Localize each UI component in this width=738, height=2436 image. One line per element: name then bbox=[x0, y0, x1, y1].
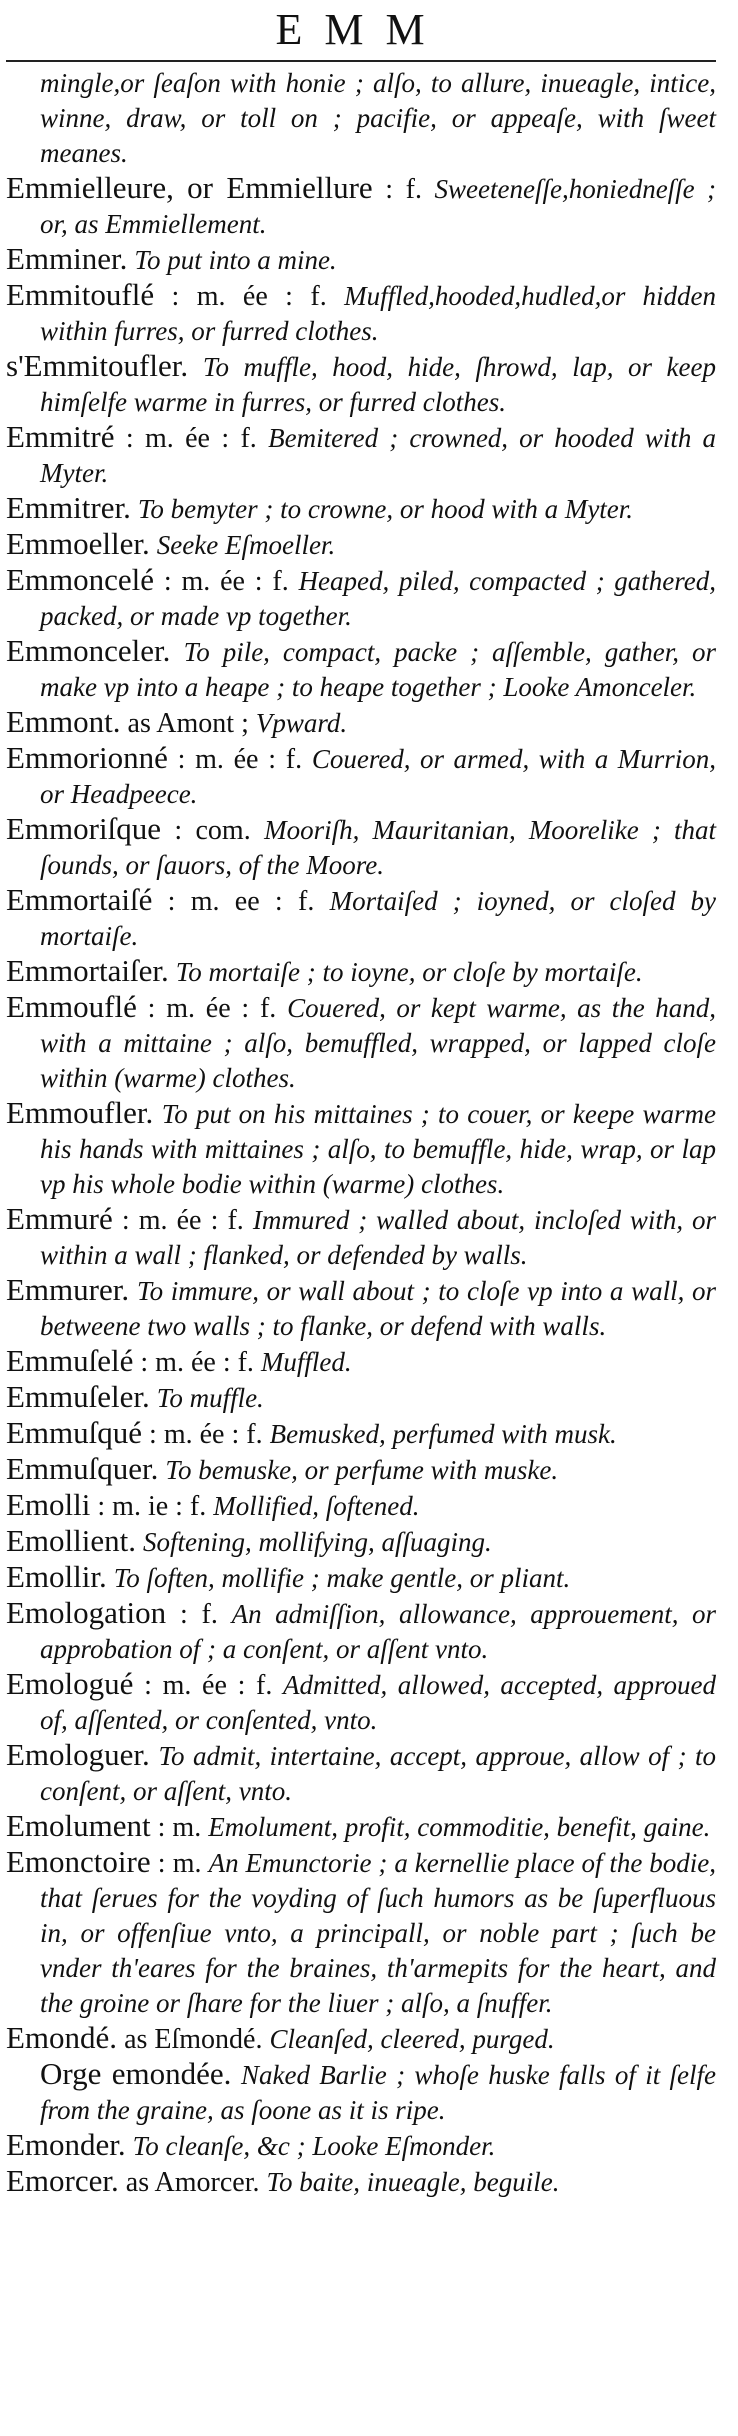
entry-headword: Emonder. bbox=[6, 2127, 126, 2162]
entry-headword: Emmouflé bbox=[6, 989, 137, 1024]
entry-grammar: : m. ée : f. bbox=[136, 993, 277, 1024]
entry-definition: An admiſſion, allowance, approuement, or approbation of ; a conſent, or aſſent vnto. bbox=[40, 1599, 716, 1664]
entry-headword: Emmont. bbox=[6, 704, 121, 739]
entry-headword: Emorcer. bbox=[6, 2163, 119, 2198]
entry-grammar: : m. ie : f. bbox=[90, 1491, 207, 1522]
dictionary-entry bbox=[6, 2057, 716, 2128]
entry-headword: Emmitré bbox=[6, 419, 115, 454]
entry-definition: Couered, or armed, with a Murrion, or Headpeece. bbox=[40, 744, 717, 809]
entry-definition: To muffle. bbox=[156, 1383, 264, 1413]
dictionary-entry bbox=[6, 1344, 716, 1380]
entry-grammar: : m. ee : f. bbox=[152, 886, 315, 917]
dictionary-entry bbox=[6, 1524, 716, 1560]
entry-headword: Emondé. bbox=[6, 2020, 118, 2055]
entry-headword: Emolument bbox=[6, 1808, 151, 1843]
entry-definition: To bemuske, or perfume with muske. bbox=[165, 1455, 559, 1485]
entry-headword: Emmuſeler. bbox=[6, 1379, 150, 1414]
entry-headword: Emmitouflé bbox=[6, 277, 155, 312]
entry-definition: Admitted, allowed, accepted, approued of, aſſented, or conſented, vnto. bbox=[40, 1670, 716, 1735]
dictionary-entry bbox=[6, 171, 716, 242]
entry-definition: To pile, compact, packe ; aſſemble, gather, or make vp into a heape ; to heape together ; Looke Amonceler. bbox=[40, 637, 717, 702]
entry-definition: Immured ; walled about, incloſed with, or within a wall ; flanked, or defended by walls. bbox=[40, 1205, 716, 1270]
entry-definition: Couered, or kept warme, as the hand, with a mittaine ; alſo, bemuffled, wrapped, or lapped cloſe within (warme) clothes. bbox=[40, 993, 716, 1093]
entry-headword: Emmuré bbox=[6, 1201, 113, 1236]
entry-definition: Muffled. bbox=[260, 1347, 352, 1377]
dictionary-entry bbox=[6, 1488, 716, 1524]
entry-headword: Emmielleure, or Emmiellure bbox=[6, 170, 373, 205]
entry-headword: Emologuer. bbox=[6, 1737, 150, 1772]
entry-definition: Bemitered ; crowned, or hooded with a Myter. bbox=[40, 423, 716, 488]
entry-grammar: : f. bbox=[372, 174, 422, 205]
entry-grammar: : m. ée : f. bbox=[142, 1419, 263, 1450]
dictionary-entry bbox=[6, 1416, 716, 1452]
entry-definition: Heaped, piled, compacted ; gathered, packed, or made vp together. bbox=[40, 566, 716, 631]
entry-definition: Naked Barlie ; whoſe huske falls of it ſelfe from the graine, as ſoone as it is ripe. bbox=[40, 2060, 716, 2125]
dictionary-entry bbox=[6, 1667, 716, 1738]
entry-grammar: : m. ée : f. bbox=[133, 1347, 254, 1378]
page-header: EMM bbox=[275, 5, 447, 54]
dictionary-entry bbox=[6, 741, 716, 812]
entry-grammar: : m. bbox=[150, 1848, 202, 1879]
entry-headword: Emmoeller. bbox=[6, 526, 150, 561]
dictionary-entry bbox=[6, 2164, 716, 2200]
dictionary-entry bbox=[6, 1380, 716, 1416]
entry-headword: Emmonceler. bbox=[6, 633, 171, 668]
dictionary-entry bbox=[6, 563, 716, 634]
dictionary-entry bbox=[6, 634, 716, 705]
entry-grammar: : m. ée : f. bbox=[133, 1670, 273, 1701]
entry-definition: Mollified, ſoftened. bbox=[213, 1491, 420, 1521]
entry-headword: Emmorionné bbox=[6, 740, 168, 775]
entry-definition: Mooriſh, Mauritanian, Moorelike ; that ſounds, or ſauors, of the Moore. bbox=[40, 815, 716, 880]
entry-headword: Emmortaiſer. bbox=[6, 953, 169, 988]
entry-definition: To admit, intertaine, accept, approue, allow of ; to conſent, or aſſent, vnto. bbox=[40, 1741, 717, 1806]
entry-grammar: : m. ée : f. bbox=[112, 1205, 244, 1236]
entry-headword: Emmuſquer. bbox=[6, 1451, 159, 1486]
entry-headword: Emmitrer. bbox=[6, 490, 131, 525]
entry-headword: Emmoriſque bbox=[6, 811, 161, 846]
entry-headword: Emmuſqué bbox=[6, 1415, 143, 1450]
entry-definition: Bemusked, perfumed with musk. bbox=[269, 1419, 617, 1449]
entry-definition: To muffle, hood, hide, ſhrowd, lap, or keep himſelfe warme in furres, or furred clothes. bbox=[40, 352, 716, 417]
entry-continuation bbox=[6, 66, 716, 171]
entry-grammar: as Eſmondé. bbox=[117, 2024, 263, 2055]
entry-definition: Softening, mollifying, aſſuaging. bbox=[143, 1527, 492, 1557]
entry-definition: To put into a mine. bbox=[134, 245, 337, 275]
header-rule bbox=[6, 60, 716, 62]
entry-definition: Sweeteneſſe,honiedneſſe ; or, as Emmiellement. bbox=[40, 174, 716, 239]
entry-definition: Emolument, profit, commoditie, benefit, gaine. bbox=[208, 1812, 711, 1842]
entry-definition: To baite, inueagle, beguile. bbox=[266, 2167, 560, 2197]
entry-headword: Emmoncelé bbox=[6, 562, 155, 597]
entries-list bbox=[6, 66, 716, 2200]
dictionary-entry bbox=[6, 1560, 716, 1596]
entry-headword: Emologué bbox=[6, 1666, 134, 1701]
entry-grammar: : m. ée : f. bbox=[154, 281, 327, 312]
entry-headword: Emonctoire bbox=[6, 1844, 151, 1879]
dictionary-entry bbox=[6, 527, 716, 563]
dictionary-entry bbox=[6, 1809, 716, 1845]
entry-grammar: : m. ée : f. bbox=[154, 566, 289, 597]
entry-headword: Emollir. bbox=[6, 1559, 107, 1594]
dictionary-entry bbox=[6, 812, 716, 883]
entry-definition: Muffled,hooded,hudled,or hidden within furres, or furred clothes. bbox=[40, 281, 716, 346]
entry-definition: Seeke Eſmoeller. bbox=[156, 530, 336, 560]
dictionary-entry bbox=[6, 349, 716, 420]
entry-definition: Mortaiſed ; ioyned, or cloſed by mortaiſe. bbox=[40, 886, 716, 951]
dictionary-entry bbox=[6, 1273, 716, 1344]
entry-grammar: : com. bbox=[160, 815, 251, 846]
dictionary-entry bbox=[6, 2021, 716, 2057]
dictionary-entry bbox=[6, 990, 716, 1096]
entry-headword: Emmurer. bbox=[6, 1272, 130, 1307]
entry-definition: To immure, or wall about ; to cloſe vp into a wall, or betweene two walls ; to flanke, or defend with walls. bbox=[40, 1276, 717, 1341]
entry-definition: An Emunctorie ; a kernellie place of the bodie, that ſerues for the voyding of ſuch humors as be ſuperfluous in, or offenſiue vnto, a principall, or noble part ; ſuch be vnder th'eares for the braines, th'armepits for the heart, and the groine or ſhare for the liuer ; alſo, a ſnuffer. bbox=[40, 1848, 716, 2018]
entry-grammar: : m. ée : f. bbox=[167, 744, 303, 775]
entry-headword: Emminer. bbox=[6, 241, 128, 276]
entry-definition: To bemyter ; to crowne, or hood with a Myter. bbox=[137, 494, 634, 524]
entry-grammar: as Amont ; bbox=[120, 708, 249, 739]
dictionary-entry bbox=[6, 1845, 716, 2021]
entry-definition: Cleanſed, cleered, purged. bbox=[269, 2024, 555, 2054]
entry-definition: To put on his mittaines ; to couer, or keepe warme his hands with mittaines ; alſo, to bemuffle, hide, wrap, or lap vp his whole bodie within (warme) clothes. bbox=[40, 1099, 717, 1199]
entry-headword: s'Emmitoufler. bbox=[6, 348, 189, 383]
dictionary-entry bbox=[6, 242, 716, 278]
dictionary-entry bbox=[6, 1452, 716, 1488]
entry-grammar: : m. bbox=[150, 1812, 202, 1843]
entry-headword: Emmortaiſé bbox=[6, 882, 153, 917]
entry-definition: Vpward. bbox=[255, 708, 348, 738]
dictionary-entry bbox=[6, 1596, 716, 1667]
entry-headword: Emolli bbox=[6, 1487, 91, 1522]
entry-definition: To cleanſe, &c ; Looke Eſmonder. bbox=[132, 2131, 496, 2161]
entry-headword: Orge emondée. bbox=[40, 2056, 232, 2091]
dictionary-entry bbox=[6, 1096, 716, 1202]
entry-headword: Emmuſelé bbox=[6, 1343, 134, 1378]
entry-headword: Emmoufler. bbox=[6, 1095, 154, 1130]
dictionary-entry bbox=[6, 883, 716, 954]
dictionary-entry bbox=[6, 1738, 716, 1809]
entry-definition: To mortaiſe ; to ioyne, or cloſe by mortaiſe. bbox=[175, 957, 643, 987]
entry-grammar: : f. bbox=[166, 1599, 218, 1630]
dictionary-entry bbox=[6, 420, 716, 491]
dictionary-entry bbox=[6, 1202, 716, 1273]
dictionary-entry bbox=[6, 278, 716, 349]
entry-definition: To ſoften, mollifie ; make gentle, or pliant. bbox=[113, 1563, 571, 1593]
entry-grammar: : m. ée : f. bbox=[114, 423, 257, 454]
dictionary-entry bbox=[6, 2128, 716, 2164]
entry-grammar: as Amorcer. bbox=[118, 2167, 260, 2198]
dictionary-entry bbox=[6, 705, 716, 741]
entry-definition: mingle,or ſeaſon with honie ; alſo, to allure, inueagle, intice, winne, draw, or toll on ; pacifie, or appeaſe, with ſweet meanes. bbox=[40, 68, 716, 168]
entry-headword: Emologation bbox=[6, 1595, 167, 1630]
dictionary-entry bbox=[6, 491, 716, 527]
dictionary-entry bbox=[6, 954, 716, 990]
entry-headword: Emollient. bbox=[6, 1523, 137, 1558]
